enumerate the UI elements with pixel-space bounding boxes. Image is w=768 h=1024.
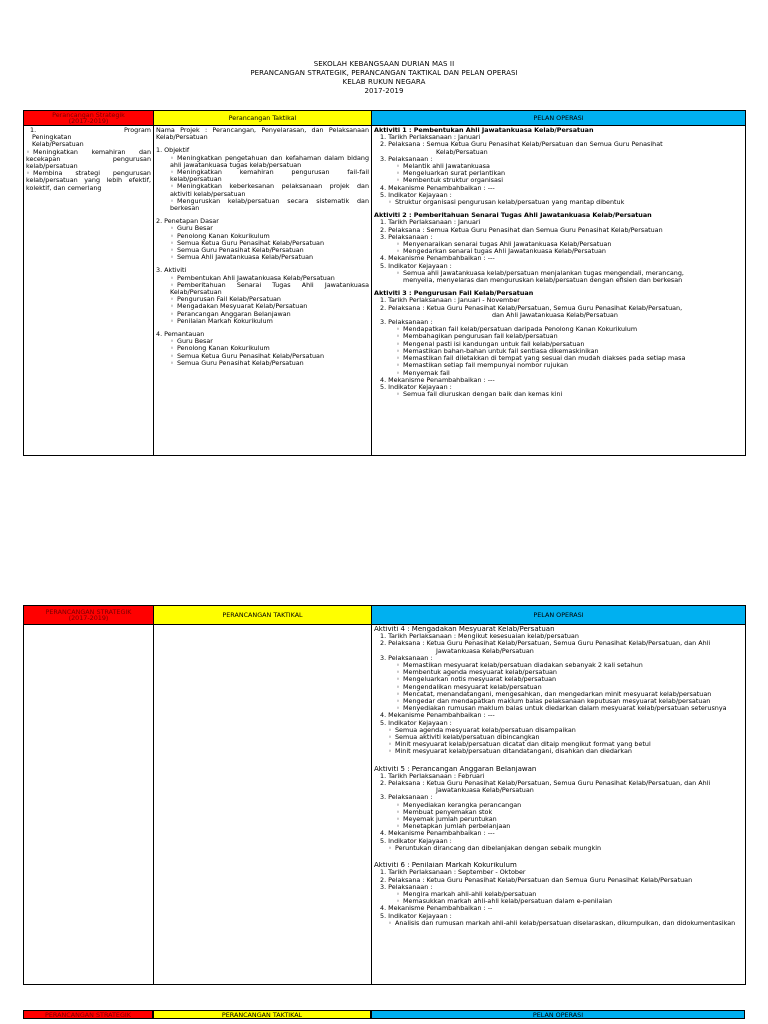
plan-table-1 (23, 110, 746, 456)
pemantauan-item: ◦ Guru Besar (156, 338, 369, 345)
aktiviti-item: ◦ Pemberitahuan Senarai Tugas Ahli Jawatankuasa Kelab/Persatuan (156, 282, 369, 296)
table-body-row (24, 126, 746, 456)
objektif-item: ◦ Meningkatkan keberkesanan pelaksanaan projek dan aktiviti kelab/persatuan (156, 183, 369, 197)
pemantauan-item: ◦ Semua Guru Penasihat Kelab/Persatuan (156, 360, 369, 367)
pemantauan-title: 4. Pemantauan (156, 330, 205, 339)
step-item: ◦ Memastikan setiap fail mempunyai nombor rujukan (374, 362, 743, 369)
step-item: ◦ Mengendalikan mesyuarat kelab/persatuan (374, 684, 743, 691)
taktikal-cell (154, 126, 372, 456)
club-name: KELAB RUKUN NEGARA (342, 78, 426, 86)
header-strategik: PERANCANGAN STRATEGIK (23, 1010, 153, 1019)
step-item: ◦ Memastikan bahan-bahan untuk fail sentiasa dikemaskinikan (374, 348, 743, 355)
step-item: ◦ Meyemak jumlah peruntukan (374, 816, 743, 823)
step-item: ◦ Mendapatkan fail kelab/persatuan daripada Penolong Kanan Kokurikulum (374, 326, 743, 333)
step-item: ◦ Menyenaraikan senarai tugas Ahli Jawatankuasa Kelab/Persatuan (374, 241, 743, 248)
dasar-title: 2. Penetapan Dasar (156, 217, 219, 226)
dasar-item: ◦ Semua Ketua Guru Penasihat Kelab/Persatuan (156, 240, 369, 247)
step-item: ◦ Mengeluarkan surat perlantikan (374, 170, 743, 177)
dasar-item: ◦ Penolong Kanan Kokurikulum (156, 233, 369, 240)
aktiviti-5-title: Aktiviti 5 : Perancangan Anggaran Belanjawan (374, 765, 537, 773)
aktiviti-item: ◦ Penilaian Markah Kokurikulum (156, 318, 369, 325)
dasar-item: ◦ Guru Besar (156, 225, 369, 232)
step-item: ◦ Mencatat, menandatangani, mengesahkan, dan mengedarkan minit mesyuarat kelab/persatuan (374, 691, 743, 698)
header-taktikal: PERANCANGAN TAKTIKAL (153, 1010, 371, 1019)
indicator-item: ◦ Semua fail diuruskan dengan baik dan kemas kini (374, 391, 743, 398)
operasi-cell: Aktiviti 1 : Pembentukan Ahli Jawatankuasa Kelab/Persatuan 1. Tarikh Perlaksanaan : Januari 2. Pelaksana : Semua Ketua Guru Penasihat Kelab/Persatuan dan Semua Guru Penasihat Kelab/Persatuan 3. Pelaksanaan : ◦ Melantik ahli Jawatankuasa ◦ Mengeluarkan surat perlantikan ◦ Membentuk struktur organisasi 4. Mekanisme Penambahbaikan : --- 5. Indikator Kejayaan : ◦ Struktur organisasi pengurusan kelab/persatuan yang mantap dibentuk Aktiviti 2 : Pemberitahuan Senarai Tugas Ahli Jawatankuasa Kelab/Persatuan 1. Tarikh Perlaksanaan : Januari 2. Pelaksana : Semua Ketua Guru Penasihat dan Semua Guru Penasihat Kelab/Persatuan 3. Pelaksanaan : ◦ Menyenaraikan senarai tugas Ahli Jawatankuasa Kelab/Persatuan ◦ Mengedarkan senarai tugas Ahli Jawatankuasa Kelab/Persatuan 4. Mekanisme Penambahbaikan : --- 5. Indikator Kejayaan : ◦ Semua ahli Jawatankuasa kelab/persatuan menjalankan tugas mengendali, merancang, menyelia, menyelaras dan menguruskan kelab/persatuan dengan efisien dan berkesan Aktiviti 3 : Pengurusan Fail Kelab/Persatuan 1. Tarikh Perlaksanaan : Januari - November 2. Pelaksana : Ketua Guru Penasihat Kelab/Persatuan, Semua Guru Penasihat Kelab/Persatuan, dan Ahli Jawatankuasa Kelab/Persatuan 3. Pelaksanaan : ◦ Mendapatkan fail kelab/persatuan daripada Penolong Kanan Kokurikulum ◦ Membahagikan pengurusan fail kelab/persatuan ◦ Mengenal pasti isi kandungan untuk fail kelab/persatuan ◦ Memastikan bahan-bahan untuk fail sentiasa dikemaskinikan ◦ Memastikan fail diletakkan di tempat yang sesuai dan mudah diakses pada setiap masa ◦ Memastikan setiap fail mempunyai nombor rujukan ◦ Menyemak fail 4. Mekanisme Penambahbaikan : --- 5. Indikator Kejayaan : ◦ Semua fail diuruskan dengan baik dan kemas kini (372, 126, 746, 456)
header-taktikal: PERANCANGAN TAKTIKAL (154, 606, 372, 625)
aktiviti-item: ◦ Mengadakan Mesyuarat Kelab/Persatuan (156, 303, 369, 310)
indicator-item: ◦ Semua agenda mesyuarat kelab/persatuan disampaikan (374, 727, 743, 734)
objektif-item: ◦ Menguruskan kelab/persatuan secara sistematik dan berkesan (156, 198, 369, 212)
school-name: SEKOLAH KEBANGSAAN DURIAN MAS II (313, 60, 455, 68)
indicator-item: ◦ Minit mesyuarat kelab/persatuan ditandatangani, disahkan dan diedarkan (374, 748, 743, 755)
strategik-cell (24, 625, 154, 985)
objektif-title: 1. Objektif (156, 146, 190, 155)
header-operasi: PELAN OPERASI (372, 111, 746, 126)
aktiviti-item: ◦ Perancangan Anggaran Belanjawan (156, 311, 369, 318)
step-item: ◦ Mengedar dan mendapatkan maklum balas pelaksanaan keputusan mesyuarat kelab/persatuan (374, 698, 743, 705)
table-header-row (24, 606, 746, 625)
step-item: ◦ Melantik ahli Jawatankuasa (374, 163, 743, 170)
strategik-cell: 1. Program Peningkatan Kelab/Persatuan ◦ Meningkatkan kemahiran dan kecekapan pengurusan kelab/persatuan ◦ Membina strategi pengurusan kelab/persatuan yang lebih efektif, kolektif, dan cemerlang (24, 126, 154, 456)
indicator-item: ◦ Minit mesyuarat kelab/persatuan dicatat dan ditaip mengikut format yang betul (374, 741, 743, 748)
step-item: ◦ Membentuk struktur organisasi (374, 177, 743, 184)
pemantauan-item: ◦ Semua Ketua Guru Penasihat Kelab/Persatuan (156, 353, 369, 360)
indicator-item: ◦ Struktur organisasi pengurusan kelab/persatuan yang mantap dibentuk (374, 199, 743, 206)
aktiviti-3-title: Aktiviti 3 : Pengurusan Fail Kelab/Persatuan (374, 290, 534, 298)
step-item: ◦ Menyediakan kerangka perancangan (374, 802, 743, 809)
nama-projek: Nama Projek : Perancangan, Penyelarasan, dan Pelaksanaan Kelab/Persatuan (156, 126, 369, 142)
next-table-header (23, 1010, 745, 1019)
step-item: ◦ Mengenal pasti isi kandungan untuk fail kelab/persatuan (374, 341, 743, 348)
operasi-cell: Aktiviti 4 : Mengadakan Mesyuarat Kelab/Persatuan 1. Tarikh Perlaksanaan : Mengikut kesesuaian kelab/persatuan 2. Pelaksana : Ketua Guru Penasihat Kelab/Persatuan, Semua Guru Penasihat Kelab/Persatuan, dan Ahli Jawatankuasa Kelab/Persatuan 3. Pelaksanaan : ◦ Memastikan mesyuarat kelab/persatuan diadakan sebanyak 2 kali setahun ◦ Membentuk agenda mesyuarat kelab/persatuan ◦ Mengeluarkan notis mesyuarat kelab/persatuan ◦ Mengendalikan mesyuarat kelab/persatuan ◦ Mencatat, menandatangani, mengesahkan, dan mengedarkan minit mesyuarat kelab/persatuan ◦ Mengedar dan mendapatkan maklum balas pelaksanaan keputusan mesyuarat kelab/persatuan ◦ Menyediakan rumusan maklum balas untuk diedarkan dalam mesyuarat kelab/persatuan seterusnya 4. Mekanisme Penambahbaikan : --- 5. Indikator Kejayaan : ◦ Semua agenda mesyuarat kelab/persatuan disampaikan ◦ Semua aktiviti kelab/persatuan dibincangkan ◦ Minit mesyuarat kelab/persatuan dicatat dan ditaip mengikut format yang betul ◦ Minit mesyuarat kelab/persatuan ditandatangani, disahkan dan diedarkan Aktiviti 5 : Perancangan Anggaran Belanjawan 1. Tarikh Perlaksanaan : Februari 2. Pelaksana : Ketua Guru Penasihat Kelab/Persatuan, Semua Guru Penasihat Kelab/Persatuan, dan Ahli Jawatankuasa Kelab/Persatuan 3. Pelaksanaan : ◦ Menyediakan kerangka perancangan ◦ Membuat penyemakan stok ◦ Meyemak jumlah peruntukan ◦ Menetapkan jumlah perbelanjaan 4. Mekanisme Penambahbaikan : --- 5. Indikator Kejayaan : ◦ Peruntukan dirancang dan dibelanjakan dengan sebaik mungkin Aktiviti 6 : Penilaian Markah Kokurikulum 1. Tarikh Perlaksanaan : September - Oktober 2. Pelaksana : Ketua Guru Penasihat Kelab/Persatuan dan Semua Guru Penasihat Kelab/Persatuan 3. Pelaksanaan : ◦ Mengira markah ahli-ahli kelab/persatuan ◦ Memasukkan markah ahli-ahli kelab/persatuan dalam e-penilaian 4. Mekanisme Penambahbaikan : -- 5. Indikator Kejayaan : ◦ Analisis dan rumusan markah ahli-ahli kelab/persatuan diselaraskan, dikumpulkan, dan didokumentasikan (372, 625, 746, 985)
strategik-item: ◦ Membina strategi pengurusan kelab/persatuan yang lebih efektif, kolektif, dan cemerlang (26, 170, 151, 192)
table-body-row (24, 625, 746, 985)
strategik-item: ◦ Meningkatkan kemahiran dan kecekapan pengurusan kelab/persatuan (26, 149, 151, 171)
plan-table-2 (23, 605, 746, 985)
aktiviti-1-title: Aktiviti 1 : Pembentukan Ahli Jawatankuasa Kelab/Persatuan (374, 127, 594, 134)
aktiviti-6-title: Aktiviti 6 : Penilaian Markah Kokurikulum (374, 862, 517, 870)
step-item: ◦ Membahagikan pengurusan fail kelab/persatuan (374, 333, 743, 340)
step-item: ◦ Mengira markah ahli-ahli kelab/persatuan (374, 891, 743, 898)
indicator-item: ◦ Peruntukan dirancang dan dibelanjakan dengan sebaik mungkin (374, 845, 743, 852)
step-item: ◦ Memastikan mesyuarat kelab/persatuan diadakan sebanyak 2 kali setahun (374, 662, 743, 669)
header-operasi: PELAN OPERASI (371, 1010, 745, 1019)
pemantauan-item: ◦ Penolong Kanan Kokurikulum (156, 345, 369, 352)
step-item: ◦ Memastikan fail diletakkan di tempat yang sesuai dan mudah diakses pada setiap masa (374, 355, 743, 362)
aktiviti-item: ◦ Pembentukan Ahli Jawatankuasa Kelab/Persatuan (156, 275, 369, 282)
header-taktikal: Perancangan Taktikal (154, 111, 372, 126)
step-item: ◦ Membentuk agenda mesyuarat kelab/persatuan (374, 669, 743, 676)
year-range: 2017-2019 (364, 87, 404, 95)
indicator-item: ◦ Semua aktiviti kelab/persatuan dibincangkan (374, 734, 743, 741)
step-item: ◦ Menyediakan rumusan maklum balas untuk diedarkan dalam mesyuarat kelab/persatuan seterusnya (374, 705, 743, 712)
header-strategik: Perancangan Strategik (2017-2019) (24, 111, 154, 126)
indicator-item: ◦ Analisis dan rumusan markah ahli-ahli kelab/persatuan diselaraskan, dikumpulkan, dan didokumentasikan (374, 920, 743, 927)
aktiviti-2-title: Aktiviti 2 : Pemberitahuan Senarai Tugas Ahli Jawatankuasa Kelab/Persatuan (374, 212, 652, 220)
step-item: ◦ Menyemak fail (374, 370, 743, 377)
indicator-item: ◦ Semua ahli Jawatankuasa kelab/persatuan menjalankan tugas mengendali, merancang, (374, 270, 743, 277)
aktiviti-item: ◦ Pengurusan Fail Kelab/Persatuan (156, 296, 369, 303)
objektif-item: ◦ Meningkatkan pengetahuan dan kefahaman dalam bidang ahli jawatankuasa tugas kelab/persatuan (156, 155, 369, 169)
aktiviti-4-title: Aktiviti 4 : Mengadakan Mesyuarat Kelab/Persatuan (374, 626, 555, 633)
document-title: PERANCANGAN STRATEGIK, PERANCANGAN TAKTIKAL DAN PELAN OPERASI (250, 69, 518, 77)
step-item: ◦ Mengeluarkan notis mesyuarat kelab/persatuan (374, 676, 743, 683)
objektif-item: ◦ Meningkatkan kemahiran pengurusan fail-fail kelab/persatuan (156, 169, 369, 183)
step-item: ◦ Menetapkan jumlah perbelanjaan (374, 823, 743, 830)
aktiviti-title: 3. Aktiviti (156, 266, 187, 275)
dasar-item: ◦ Semua Ahli Jawatankuasa Kelab/Persatuan (156, 254, 369, 261)
header-operasi: PELAN OPERASI (372, 606, 746, 625)
header-strategik: PERANCANGAN STRATEGIK (2017-2019) (24, 606, 154, 625)
document-header (0, 60, 768, 96)
taktikal-cell (154, 625, 372, 985)
table-header-row (24, 111, 746, 126)
dasar-item: ◦ Semua Guru Penasihat Kelab/Persatuan (156, 247, 369, 254)
step-item: ◦ Mengedarkan senarai tugas Ahli Jawatankuasa Kelab/Persatuan (374, 248, 743, 255)
step-item: ◦ Memasukkan markah ahli-ahli kelab/persatuan dalam e-penilaian (374, 898, 743, 905)
step-item: ◦ Membuat penyemakan stok (374, 809, 743, 816)
